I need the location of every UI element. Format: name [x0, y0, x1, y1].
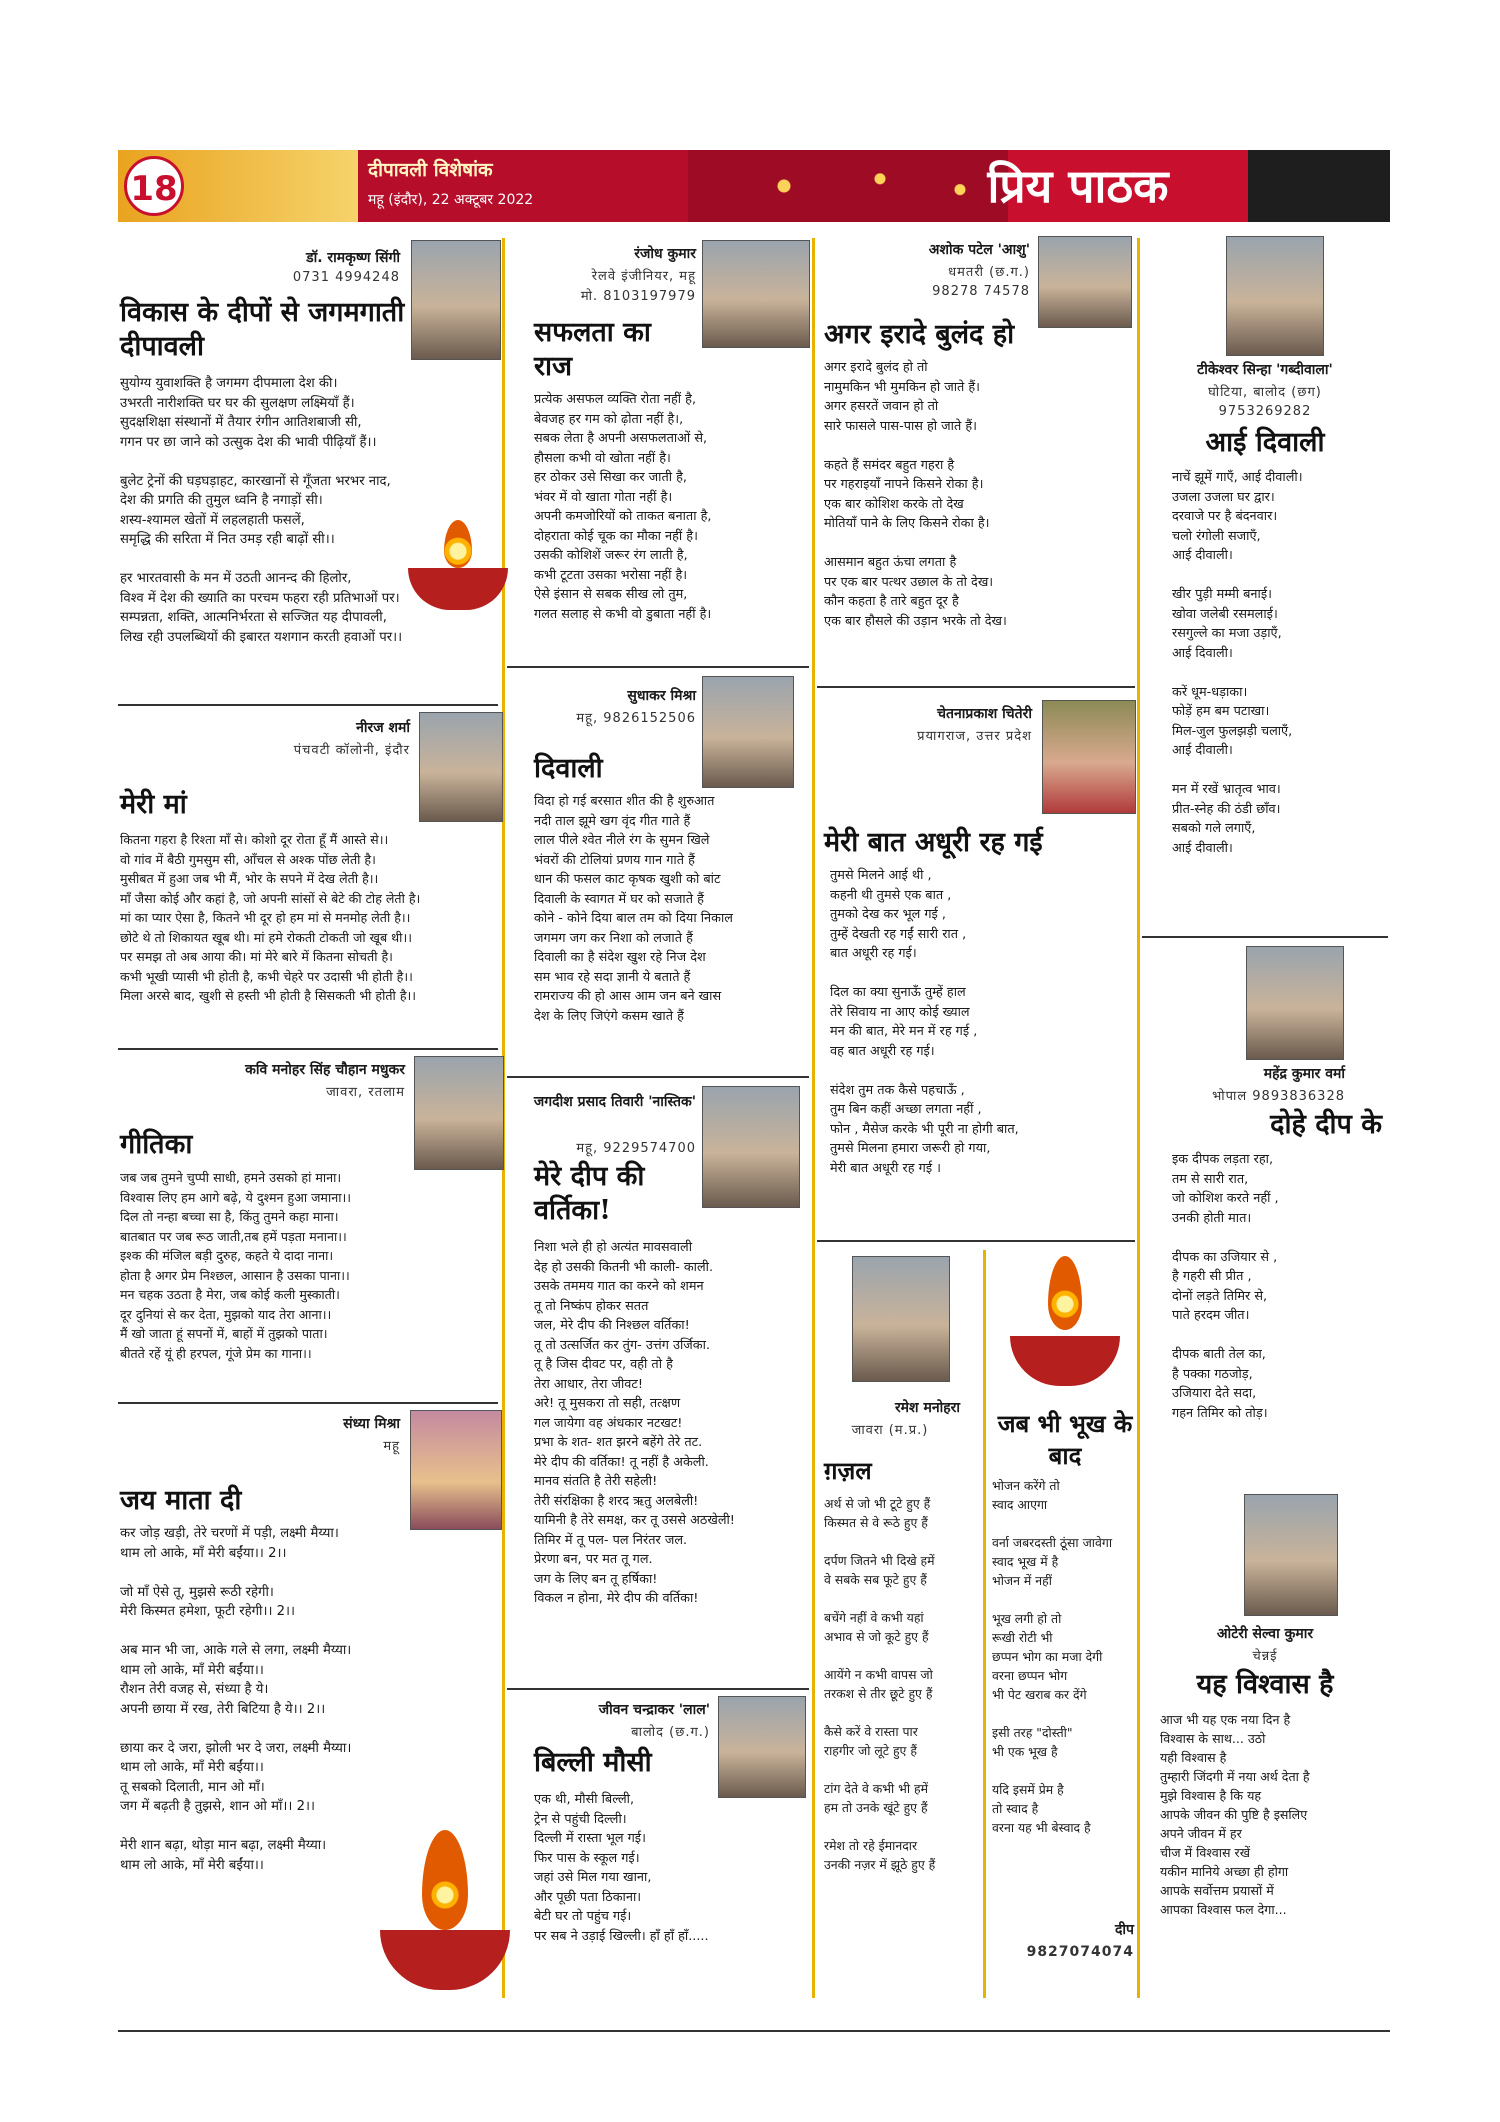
author-place: बालोद (छ.ग.) [631, 1725, 710, 1740]
poem-body: निशा भले ही हो अत्यंत मावसवाली देह हो उसकी कितनी भी काली- काली. उसके तममय गात का करने को शमन तू तो निष्कंप होकर सतत जल, मेरे दीप की निश्छल वर्तिका! तू तो उत्सर्जित कर तुंग- उत्तंग उर्जिका. तू है जिस दीवट पर, वही तो है तेरा आधार, तेरा जीवट! अरे! तू मुसकरा तो सही, तत्क्षण गल जायेगा वह अंधकार नटखट! प्रभा के शत- शत झरने बहेंगे तेरे तट. मेरे दीप की वर्तिका! तू नहीं है अकेली. मानव संतति है तेरी सहेली! तेरी संरक्षिका है शरद ऋतु अलबेली! यामिनी है तेरे समक्ष, कर तू उससे अठखेली! तिमिर में तू पल- पल निरंतर जल. प्रेरणा बन, पर मत तू गल. जग के लिए बन तू हर्षिका! विकल न होना, मेरे दीप की वर्तिका! [534, 1240, 735, 1606]
poem-body: जब जब तुमने चुप्पी साधी, हमने उसको हां माना। विश्वास लिए हम आगे बढ़े, ये दुश्मन हुआ जमाना।। दिल तो नन्हा बच्चा सा है, किंतु तुमने कहा माना। बातबात पर जब रूठ जाती,तब हमें पड़ता मनाना।। इश्क की मंजिल बड़ी दुरुह, कहते ये दादा नाना। होता है अगर प्रेम निश्छल, आसान है उसका पाना।। मन चहक उठता है मेरा, जब कोई कली मुस्काती। दूर दुनियां से कर देता, मुझको याद तेरा आना।। मैं खो जाता हूं सपनों में, बाहों में तुझको पाता। बीतते रहें यूं ही हरपल, गूंजे प्रेम का गाना।। [120, 1170, 352, 1361]
poem-title: मेरे दीप की वर्तिका! [534, 1161, 645, 1226]
section-divider [118, 704, 498, 706]
poem-body: इक दीपक लड़ता रहा, तम से सारी रात, जो कोशिश करते नहीं , उनकी होती मात। दीपक का उजियार से , है गहरी सी प्रीत , दोनों लड़ते तिमिर से, पाते हरदम जीत। दीपक बाती तेल का, है पक्का गठजोड़, उजियारा देते सदा, गहन तिमिर को तोड़। [1172, 1152, 1279, 1421]
author-place: पंचवटी कॉलोनी, इंदौर [293, 743, 410, 758]
author-name: अशोक पटेल 'आशु' [928, 242, 1030, 258]
poem-title: ग़ज़ल [824, 1456, 872, 1485]
poem-body: अगर इरादे बुलंद हो तो नामुमकिन भी मुमकिन हो जाते हैं। अगर हसरतें जवान हो तो सारे फासले पास-पास हो जाते हैं। कहते हैं समंदर बहुत गहरा है पर गहराइयाँ नापने किसने रोका है। एक बार कोशिश करके तो देख मोतियाँ पाने के लिए किसने रोका है। आसमान बहुत ऊंचा लगता है पर एक बार पत्थर उछाल के तो देख। कौन कहता है तारे बहुत दूर है एक बार हौसले की उड़ान भरके तो देख। [824, 360, 1007, 629]
author-place: जावरा (म.प्र.) [851, 1423, 929, 1438]
poem-body: कितना गहरा है रिश्ता माँ से। कोशो दूर रोता हूँ मैं आस्ते से।। वो गांव में बैठी गुमसुम सी, आँचल से अश्क पोंछ लेती है। मुसीबत में हुआ जब भी मैं, भोर के सपने में देख लेती है।। माँ जैसा कोई और कहां है, जो अपनी सांसों से बेटे की टोह लेती है। मां का प्यार ऐसा है, कितने भी दूर हो हम मां से मनमोह लेती है।। छोटे थे तो शिकायत खूब थी। मां हमे रोकती टोकती जो खूब थी।। पर समझ तो अब आया की। मां मेरे बारे में कितना सोचती है। कभी भूखी प्यासी भी होती है, कभी चेहरे पर उदासी भी होती है।। मिला अरसे बाद, खुशी से हस्ती भी होती है सिसकती भी होती है।। [120, 832, 421, 1003]
author-photo [702, 676, 794, 788]
author-phone: मो. 8103197979 [580, 289, 696, 304]
column-rule [812, 238, 815, 1998]
author-photo [414, 1056, 504, 1170]
section-divider [118, 1402, 498, 1404]
author-phone: महू, 9229574700 [576, 1141, 696, 1156]
poem-body: तुमसे मिलने आई थी , कहनी थी तुमसे एक बात , तुमको देख कर भूल गई , तुम्हें देखती रह गईं सारी रात , बात अधूरी रह गई। दिल का क्या सुनाऊँ तुम्हें हाल तेरे सिवाय ना आए कोई ख्याल मन की बात, मेरे मन में रह गई , वह बात अधूरी रह गई। संदेश तुम तक कैसे पहचाऊँ , तुम बिन कहीं अच्छा लगता नहीं , फोन , मैसेज करके भी पूरी ना होगी बात, तुमसे मिलना हमारा जरूरी हो गया, मेरी बात अधूरी रह गई । [830, 868, 1019, 1176]
poem-body: विदा हो गई बरसात शीत की है शुरुआत नदी ताल झूमे खग वृंद गीत गाते हैं लाल पीले श्वेत नीले रंग के सुमन खिले भंवरों की टोलियां प्रणय गान गाते हैं धान की फसल काट कृषक खुशी को बांट दिवाली के स्वागत में घर को सजाते हैं कोने - कोने दिया बाल तम को दिया निकाल जगमग जग कर निशा को लजाते हैं दिवाली का है संदेश खुश रहे निज देश सम भाव रहे सदा ज्ञानी ये बताते हैं रामराज्य की हो आस आम जन बने खास देश के लिए जिएंगे कसम खाते हैं [534, 794, 733, 1024]
author-place: चेन्नई [1252, 1649, 1278, 1664]
header-right-art [1248, 150, 1390, 222]
poem-title: दोहे दीप के [1270, 1109, 1382, 1140]
author-name: रमेश मनोहरा [894, 1400, 960, 1416]
author-photo [1226, 236, 1324, 356]
author-name: नीरज शर्मा [356, 720, 410, 736]
author-role: रेलवे इंजीनियर, महू [591, 269, 696, 284]
poem-title: जय माता दी [120, 1485, 242, 1516]
page-bottom-rule [118, 2030, 1390, 2032]
diya-illustration [408, 520, 508, 610]
poem-body: भोजन करेंगे तो स्वाद आएगा वर्ना जबरदस्ती ठूंसा जावेगा स्वाद भूख में है भोजन में नहीं भूख लगी हो तो रूखी रोटी भी छप्पन भोग का मजा देगी वरना छप्पन भोग भी पेट खराब कर देंगे इसी तरह "दोस्ती" भी एक भूख है यदि इसमें प्रेम है तो स्वाद है वरना यह भी बेस्वाद है [992, 1478, 1113, 1835]
poem-title: बिल्ली मौसी [534, 1747, 652, 1778]
author-photo [1042, 700, 1136, 814]
poem-title: मेरी बात अधूरी रह गई [824, 827, 1043, 858]
section-divider [507, 1688, 809, 1690]
author-photo [852, 1256, 950, 1382]
poem-body: एक थी, मौसी बिल्ली, ट्रेन से पहुंची दिल्ली। दिल्ली में रास्ता भूल गई। फिर पास के स्कूल गई। जहां उसे मिल गया खाना, और पूछी पता ठिकाना। बेटी घर तो पहुंच गई। पर सब ने उड़ाई खिल्ली। हाँ हाँ हाँ..... [534, 1792, 709, 1944]
author-phone: 9753269282 [1218, 404, 1312, 419]
poem-body: आज भी यह एक नया दिन है विश्वास के साथ... उठो यही विश्वास है तुम्हारी जिंदगी में नया अर्थ देता है मुझे विश्वास है कि यह आपके जीवन की पुष्टि है इसलिए अपने जीवन में हर चीज में विश्वास रखें यकीन मानिये अच्छा ही होगा आपके सर्वोत्तम प्रयासों में आपका विश्वास फल देगा... [1160, 1712, 1310, 1917]
poem-body: अर्थ से जो भी टूटे हुए हैं किस्मत से वे रूठे हुए हैं दर्पण जितने भी दिखे हमें वे सबके सब फूटे हुए हैं बचेंगे नहीं वे कभी यहां अभाव से जो कूटे हुए हैं आयेंगे न कभी वापस जो तरकश से तीर छूटे हुए हैं कैसे करें वे रास्ता पार राहगीर जो लूटे हुए हैं टांग देते वे कभी भी हमें हम तो उनके खूंटे हुए हैं रमेश तो रहे ईमानदार उनकी नज़र में झूठे हुए हैं [824, 1496, 936, 1872]
author-name: कवि मनोहर सिंह चौहान मधुकर [245, 1062, 405, 1078]
author-phone: 9827074074 [1026, 1944, 1134, 1960]
poem-title: जब भी भूख के बाद [997, 1409, 1133, 1470]
author-phone: 98278 74578 [932, 284, 1030, 299]
author-name: महेंद्र कुमार वर्मा [1263, 1066, 1345, 1082]
section-divider [817, 1240, 1135, 1242]
author-photo [419, 712, 503, 822]
author-place: धमतरी (छ.ग.) [948, 265, 1030, 280]
poem-title: मेरी मां [120, 789, 187, 820]
edition-label: दीपावली विशेषांक [368, 159, 493, 181]
author-photo [411, 240, 501, 360]
author-place: महू [383, 1439, 400, 1454]
author-photo [702, 1086, 800, 1208]
author-name: ओटेरी सेल्वा कुमार [1216, 1626, 1314, 1642]
author-name: डॉ. रामकृष्ण सिंगी [306, 250, 400, 266]
author-photo [702, 240, 810, 348]
section-divider [817, 686, 1135, 688]
author-photo [1244, 1494, 1338, 1616]
author-place: घोटिया, बालोद (छग) [1208, 385, 1322, 400]
author-place: प्रयागराज, उत्तर प्रदेश [917, 729, 1032, 744]
author-name: सुधाकर मिश्रा [627, 688, 696, 704]
author-photo [1246, 946, 1344, 1060]
author-name: रंजोध कुमार [634, 246, 696, 262]
page-header [118, 150, 1390, 222]
author-photo [410, 1410, 502, 1530]
poem-title: अगर इरादे बुलंद हो [824, 319, 1015, 350]
edition-date: महू (इंदौर), 22 अक्टूबर 2022 [368, 192, 534, 208]
diya-illustration [380, 1830, 510, 1990]
poem-body: प्रत्येक असफल व्यक्ति रोता नहीं है, बेवजह हर गम को ढ़ोता नहीं है।, सबक लेता है अपनी असफलताओं से, हौसला कभी वो खोता नहीं है। हर ठोकर उसे सिखा कर जाती है, भंवर में वो खाता गोता नहीं है। अपनी कमजोरियों को ताकत बनाता है, दोहराता कोई चूक का मौका नहीं है। उसकी कोशिशें जरूर रंग लाती है, कभी टूटता उसका भरोसा नहीं है। ऐसे इंसान से सबक सीख लो तुम, गलत सलाह से कभी वो डुबाता नहीं है। [534, 392, 712, 622]
section-divider [1142, 936, 1388, 938]
section-divider [507, 1076, 809, 1078]
poem-title: सफलता का राज [534, 317, 651, 382]
author-name: टीकेश्वर सिन्हा 'गब्दीवाला' [1197, 362, 1333, 378]
author-photo [718, 1696, 806, 1798]
poem-title: दिवाली [534, 753, 603, 784]
poem-title: विकास के दीपों से जगमगाती दीपावली [120, 297, 405, 362]
column-rule [1137, 238, 1140, 1998]
poem-body: कर जोड़ खड़ी, तेरे चरणों में पड़ी, लक्ष्मी मैय्या। थाम लो आके, माँ मेरी बईंया।। 2।। जो माँ ऐसे तू, मुझसे रूठी रहेगी। मेरी किस्मत हमेशा, फूटी रहेगी।। 2।। अब मान भी जा, आके गले से लगा, लक्ष्मी मैय्या। थाम लो आके, माँ मेरी बईंया।। रौशन तेरी वजह से, संध्या है ये। अपनी छाया में रख, तेरी बिटिया है ये।। 2।। छाया कर दे जरा, झोली भर दे जरा, लक्ष्मी मैय्या। थाम लो आके, माँ मेरी बईंया।। तू सबको दिलाती, मान ओ माँ। जग में बढ़ती है तुझसे, शान ओ माँ।। 2।। मेरी शान बढ़ा, थोड़ा मान बढ़ा, लक्ष्मी मैय्या। थाम लो आके, माँ मेरी बईंया।। [120, 1526, 352, 1873]
section-divider [507, 666, 809, 668]
poem-title: आई दिवाली [1205, 427, 1325, 458]
author-place: जावरा, रतलाम [326, 1085, 405, 1100]
page-number: 18 [124, 156, 184, 216]
author-photo [1038, 236, 1132, 328]
author-name: जगदीश प्रसाद तिवारी 'नास्तिक' [533, 1094, 696, 1110]
author-name: जीवन चन्द्राकर 'लाल' [598, 1702, 710, 1718]
section-divider [118, 1048, 498, 1050]
poem-body: सुयोग्य युवाशक्ति है जगमग दीपमाला देश की। उभरती नारीशक्ति घर घर की सुलक्षण लक्ष्मियाँ हैं। सुदक्षशिक्षा संस्थानों में तैयार रंगीन आतिशबाजी सी, गगन पर छा जाने को उत्सुक देश की भावी पीढ़ियाँ हैं।। बुलेट ट्रेनों की घड़घड़ाहट, कारखानों से गूँजता भरभर नाद, देश की प्रगति की तुमुल ध्वनि है नगाड़ों सी। शस्य-श्यामल खेतों में लहलहाती फसलें, समृद्धि की सरिता में नित उमड़ रही बाढ़ों सी।। हर भारतवासी के मन में उठती आनन्द की हिलोर, विश्व में देश की ख्याति का परचम फहरा रही प्रतिभाओं पर। सम्पन्नता, शक्ति, आत्मनिर्भरता से सज्जित यह दीपावली, लिख रही उपलब्धियों की इबारत यशगान करती हवाओं पर।। [120, 376, 403, 645]
author-phone: भोपाल 9893836328 [1212, 1089, 1345, 1104]
author-phone: 0731 4994248 [292, 270, 400, 285]
diya-illustration [1010, 1256, 1120, 1386]
author-name: दीप [1114, 1922, 1134, 1938]
poem-body: नाचें झूमें गाएँ, आई दीवाली। उजला उजला घर द्वार। दरवाजे पर है बंदनवार। चलो रंगोली सजाएँ, आई दीवाली। खीर पुड़ी मम्मी बनाई। खोवा जलेबी रसमलाई। रसगुल्ले का मजा उड़ाएँ, आई दिवाली। करें धूम-धड़ाका। फोड़ें हम बम पटाखा। मिल-जुल फुलझड़ी चलाएँ, आई दीवाली। मन में रखें भ्रातृत्व भाव। प्रीत-स्नेह की ठंडी छाँव। सबको गले लगाएँ, आई दीवाली। [1172, 470, 1303, 856]
author-name: संध्या मिश्रा [343, 1416, 400, 1432]
author-phone: महू, 9826152506 [576, 711, 696, 726]
poem-title: यह विश्वास है [1196, 1669, 1334, 1700]
poem-title: गीतिका [120, 1129, 193, 1160]
section-title: प्रिय पाठक [987, 159, 1169, 213]
author-name: चेतनाप्रकाश चितेरी [937, 706, 1032, 722]
